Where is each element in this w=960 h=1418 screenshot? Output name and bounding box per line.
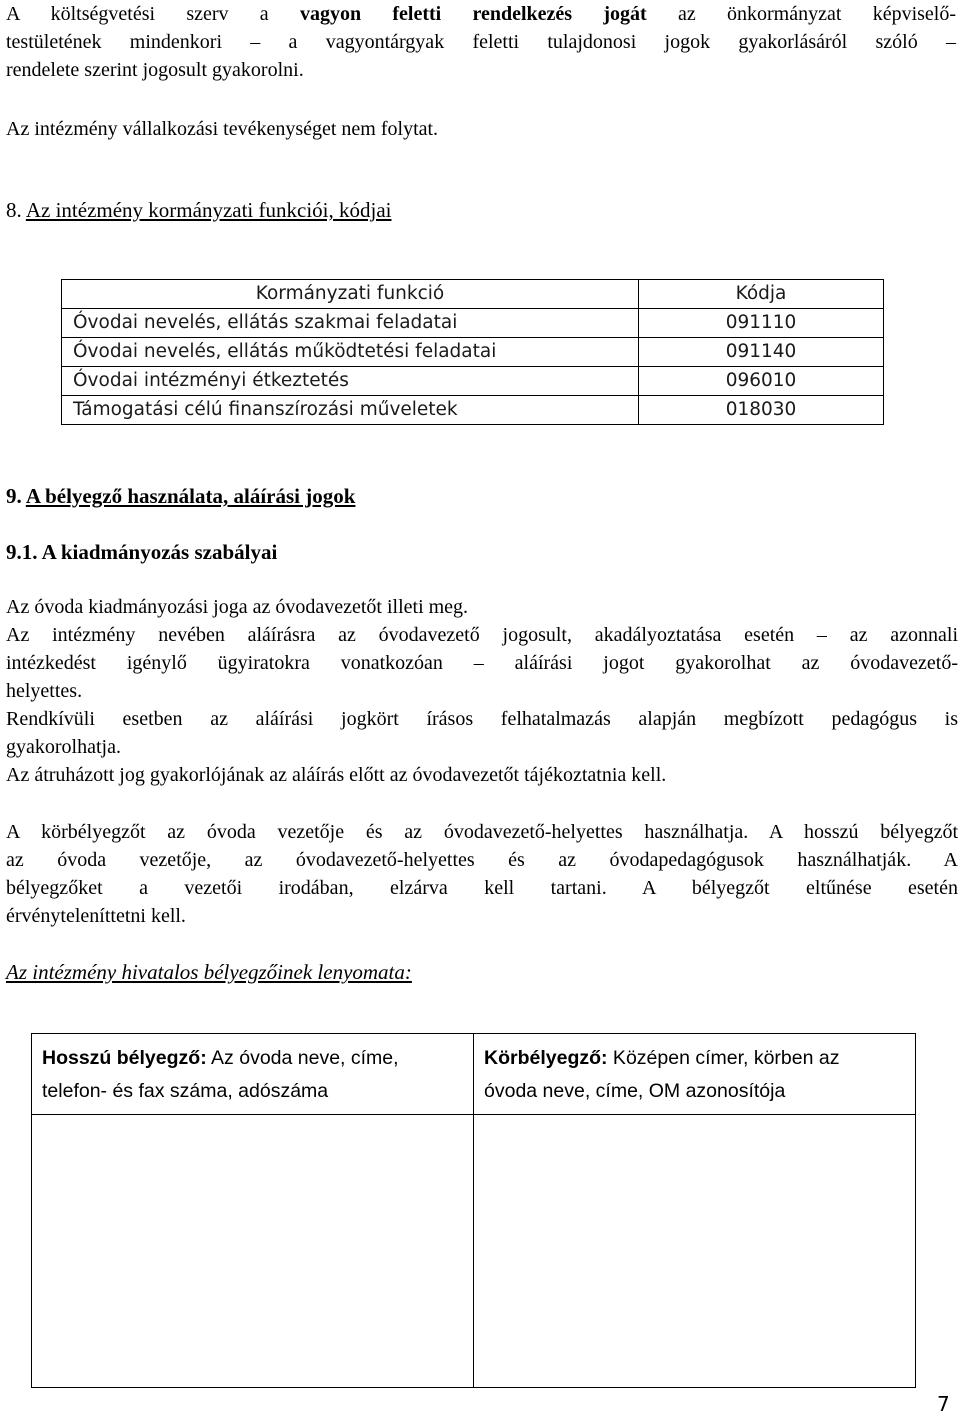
signing-p1: Az óvoda kiadmányozási joga az óvodavezetőt illeti meg. xyxy=(6,596,469,618)
signing-rules xyxy=(6,593,958,789)
signing-p2-line2: intézkedést igénylő ügyiratokra vonatkozóan – aláírási jogot gyakorolhat az óvodavezető- xyxy=(6,652,958,674)
table-row xyxy=(62,309,884,338)
code-cell: 096010 xyxy=(639,367,884,396)
stamp-usage-paragraph xyxy=(6,818,958,930)
function-cell: Óvodai nevelés, ellátás működtetési feladatai xyxy=(62,338,639,367)
intro-line-2: testületének mindenkori – a vagyontárgyak feletti tulajdonosi jogok gyakorlásáról szóló – xyxy=(6,31,956,53)
function-cell: Óvodai nevelés, ellátás szakmai feladatai xyxy=(62,309,639,338)
function-cell: Támogatási célú finanszírozási műveletek xyxy=(62,396,639,425)
table-row xyxy=(62,338,884,367)
stamp-usage-line2: az óvoda vezetője, az óvodavezető-helyettes és az óvodapedagógusok használhatják. A xyxy=(6,849,958,871)
intro-bold-text: vagyon feletti rendelkezés jogát xyxy=(299,3,647,25)
intro-text-a: A költségvetési szerv a xyxy=(6,3,300,25)
page-number: 7 xyxy=(937,1392,950,1416)
round-stamp-desc-b: óvoda neve, címe, OM azonosítója xyxy=(484,1080,786,1102)
section-9-number: 9. xyxy=(6,484,22,508)
long-stamp-desc-a: Az óvoda neve, címe, xyxy=(206,1047,399,1069)
intro-text-b: az önkormányzat képviselő- xyxy=(646,3,957,25)
intro-line-1 xyxy=(6,0,956,28)
signing-p4: Az átruházott jog gyakorlójának az aláírás előtt az óvodavezetőt tájékoztatnia kell. xyxy=(6,764,667,786)
round-stamp-label: Körbélyegző: xyxy=(484,1047,608,1069)
intro-paragraph xyxy=(6,0,956,84)
functions-table-header-function: Kormányzati funkció xyxy=(62,280,639,309)
code-cell: 091110 xyxy=(639,309,884,338)
code-cell: 018030 xyxy=(639,396,884,425)
no-business-statement: Az intézmény vállalkozási tevékenységet nem folytat. xyxy=(6,118,439,140)
long-stamp-desc-b: telefon- és fax száma, adószáma xyxy=(42,1080,329,1102)
functions-table-header-row xyxy=(62,280,884,309)
round-stamp-desc-a: Középen címer, körben az xyxy=(607,1047,840,1069)
function-cell: Óvodai intézményi étkeztetés xyxy=(62,367,639,396)
stamp-usage-line3: bélyegzőket a vezetői irodában, elzárva kell tartani. A bélyegzőt eltűnése esetén xyxy=(6,877,958,899)
section-9-heading xyxy=(6,482,355,510)
stamp-usage-line1: A körbélyegzőt az óvoda vezetője és az óvodavezető-helyettes használhatja. A hosszú bélyegzőt xyxy=(6,821,958,843)
stamp-table-label-row xyxy=(32,1034,916,1115)
long-stamp-imprint-area xyxy=(32,1115,474,1388)
table-row xyxy=(62,367,884,396)
table-row xyxy=(62,396,884,425)
functions-table xyxy=(61,279,884,425)
round-stamp-cell xyxy=(474,1034,916,1115)
stamp-usage-line4: érvényteleníttetni kell. xyxy=(6,905,186,927)
round-stamp-imprint-area xyxy=(474,1115,916,1388)
stamp-imprints-heading: Az intézmény hivatalos bélyegzőinek lenyomata: xyxy=(6,960,412,984)
long-stamp-cell xyxy=(32,1034,474,1115)
signing-p3-line1: Rendkívüli esetben az aláírási jogkört írásos felhatalmazás alapján megbízott pedagógus is xyxy=(6,708,958,730)
code-cell: 091140 xyxy=(639,338,884,367)
section-9-title: A bélyegző használata, aláírási jogok xyxy=(25,484,356,508)
stamp-table xyxy=(31,1033,916,1388)
section-8-number: 8. xyxy=(6,198,22,222)
signing-p3-line2: gyakorolhatja. xyxy=(6,736,121,758)
section-8-title: Az intézmény kormányzati funkciói, kódjai xyxy=(25,198,392,222)
signing-p2-line1: Az intézmény nevében aláírásra az óvodavezető jogosult, akadályoztatása esetén – az azonnali xyxy=(6,624,958,646)
long-stamp-label: Hosszú bélyegző: xyxy=(42,1047,207,1069)
stamp-imprint-row xyxy=(32,1115,916,1388)
section-8-heading xyxy=(6,196,391,224)
functions-table-header-code: Kódja xyxy=(639,280,884,309)
signing-p2-line3: helyettes. xyxy=(6,680,83,702)
section-9-1-heading: 9.1. A kiadmányozás szabályai xyxy=(6,540,278,564)
intro-line-3: rendelete szerint jogosult gyakorolni. xyxy=(6,59,304,81)
